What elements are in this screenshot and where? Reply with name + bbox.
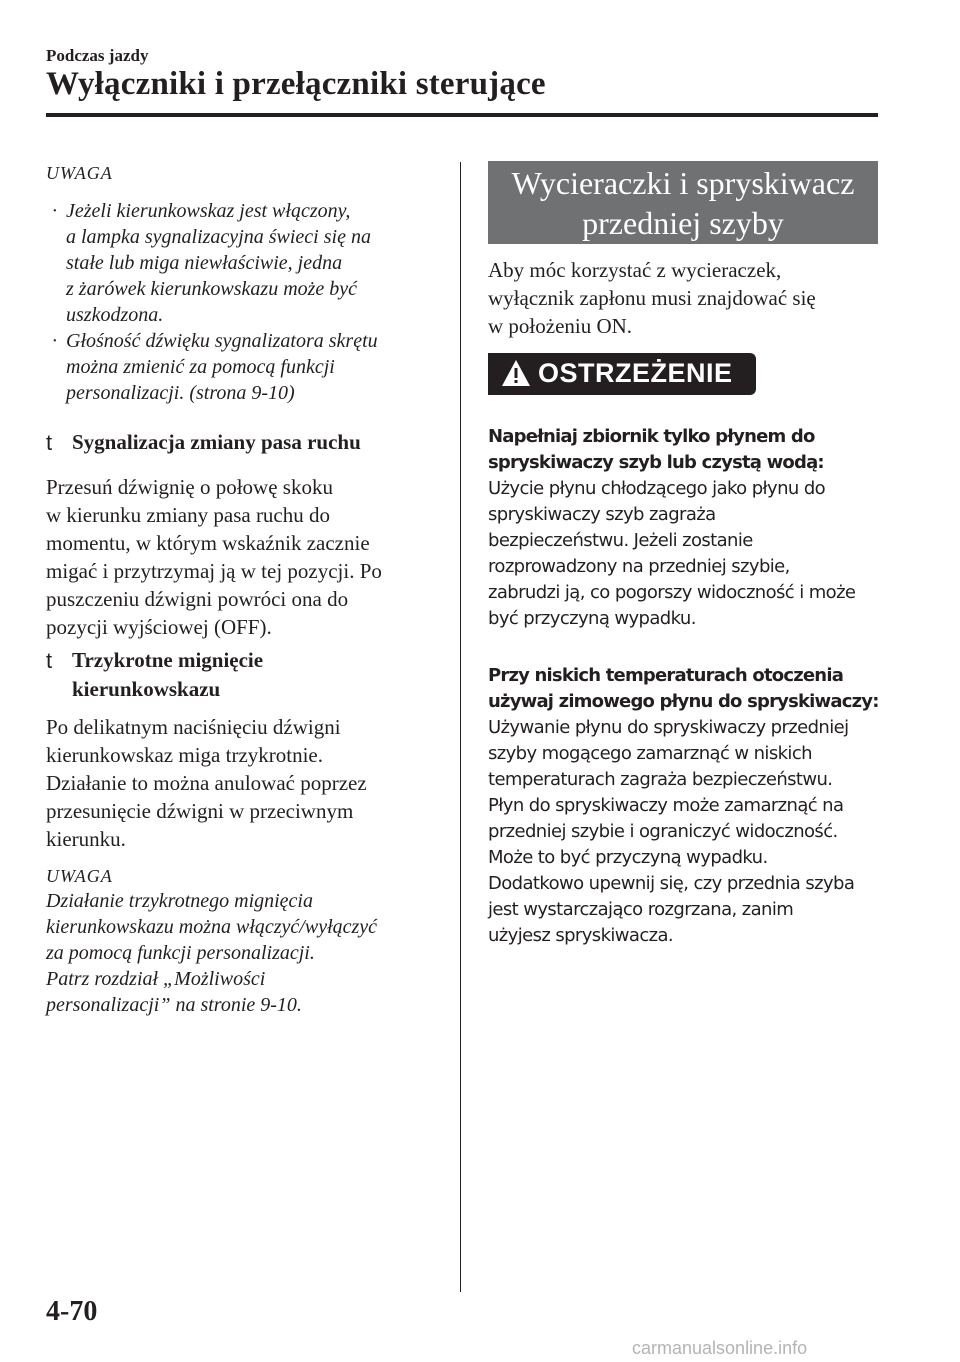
header-rule bbox=[46, 113, 878, 117]
note-line: Działanie trzykrotnego mignięcia bbox=[46, 890, 313, 912]
warning-line: Użycie płynu chłodzącego jako płynu do bbox=[488, 478, 826, 499]
paragraph-line: momentu, w którym wskaźnik zacznie bbox=[46, 531, 370, 555]
warning-line: rozprowadzony na przedniej szybie, bbox=[488, 556, 790, 577]
warning-line: Płyn do spryskiwaczy może zamarznąć na bbox=[488, 795, 844, 816]
section-label: Podczas jazdy bbox=[46, 46, 149, 65]
bullet-line: Głośność dźwięku sygnalizatora skrętu bbox=[66, 330, 378, 352]
paragraph-line: przesunięcie dźwigni w przeciwnym bbox=[46, 799, 354, 823]
paragraph-line: w kierunku zmiany pasa ruchu do bbox=[46, 503, 331, 527]
section-marker-icon: t bbox=[46, 430, 53, 455]
page-title: Wyłączniki i przełączniki sterujące bbox=[46, 66, 546, 102]
banner-line: przedniej szyby bbox=[582, 205, 784, 241]
warning-label: OSTRZEŻENIE bbox=[538, 358, 733, 388]
paragraph-line: Po delikatnym naciśnięciu dźwigni bbox=[46, 715, 341, 739]
note-bullet-list bbox=[46, 198, 446, 406]
note-bullet bbox=[46, 328, 446, 406]
heading-line: kierunkowskazu bbox=[72, 677, 221, 701]
heading-text bbox=[72, 646, 263, 704]
warning-line: użyjesz spryskiwacza. bbox=[488, 925, 674, 946]
warning-line: Używanie płynu do spryskiwaczy przedniej bbox=[488, 717, 849, 738]
warning-block-1 bbox=[488, 424, 888, 632]
note-paragraph bbox=[46, 888, 446, 1018]
warning-line: jest wystarczająco rozgrzana, zanim bbox=[488, 899, 794, 920]
bullet-line: uszkodzona. bbox=[66, 304, 164, 326]
paragraph-line: kierunku. bbox=[46, 827, 126, 851]
bullet-line: można zmienić za pomocą funkcji bbox=[66, 356, 335, 378]
warning-triangle-icon bbox=[500, 358, 532, 388]
note-label: UWAGA bbox=[46, 163, 113, 183]
paragraph-line: puszczeniu dźwigni powróci ona do bbox=[46, 587, 349, 611]
bullet-dot-icon: · bbox=[52, 330, 57, 352]
bullet-line: personalizacji. (strona 9-10) bbox=[66, 382, 295, 404]
lane-change-heading bbox=[46, 428, 446, 457]
warning-line: temperaturach zagraża bezpieczeństwu. bbox=[488, 769, 833, 790]
warning-line: przedniej szybie i ograniczyć widoczność. bbox=[488, 821, 838, 842]
note-line: Patrz rozdział „Możliwości bbox=[46, 968, 266, 990]
section-banner bbox=[488, 161, 878, 244]
warning-heading-line: Przy niskich temperaturach otoczenia bbox=[488, 665, 844, 686]
paragraph-line: migać i przytrzymaj ją w tej pozycji. Po bbox=[46, 559, 382, 583]
intro-paragraph bbox=[488, 256, 888, 340]
note-line: kierunkowskazu można włączyć/wyłączyć bbox=[46, 916, 378, 938]
bullet-line: Jeżeli kierunkowskaz jest włączony, bbox=[66, 200, 351, 222]
paragraph-line: pozycji wyjściowej (OFF). bbox=[46, 615, 272, 639]
note-line: personalizacji” na stronie 9-10. bbox=[46, 994, 302, 1016]
warning-heading-line: spryskiwaczy szyb lub czystą wodą: bbox=[488, 452, 824, 473]
paragraph-line: Działanie to można anulować poprzez bbox=[46, 771, 367, 795]
warning-line: spryskiwaczy szyb zagraża bbox=[488, 504, 716, 525]
warning-line: zabrudzi ją, co pogorszy widoczność i może bbox=[488, 582, 856, 603]
triple-flash-heading bbox=[46, 646, 446, 704]
warning-heading-line: używaj zimowego płynu do spryskiwaczy: bbox=[488, 691, 879, 712]
warning-line: Dodatkowo upewnij się, czy przednia szyba bbox=[488, 873, 855, 894]
page-number: 4-70 bbox=[46, 1296, 98, 1327]
banner-line: Wycieraczki i spryskiwacz bbox=[511, 165, 855, 201]
warning-heading-line: Napełniaj zbiornik tylko płynem do bbox=[488, 426, 815, 447]
bullet-line: stałe lub miga niewłaściwie, jedna bbox=[66, 252, 343, 274]
heading-line: Trzykrotne mignięcie bbox=[72, 648, 264, 672]
warning-badge bbox=[488, 353, 756, 395]
column-divider bbox=[460, 162, 461, 1292]
warning-line: Może to być przyczyną wypadku. bbox=[488, 847, 768, 868]
watermark: carmanualsonline.info bbox=[632, 1338, 808, 1358]
paragraph-line: Aby móc korzystać z wycieraczek, bbox=[488, 258, 782, 282]
note-label: UWAGA bbox=[46, 866, 113, 886]
section-marker-icon: t bbox=[46, 648, 53, 673]
bullet-line: a lampka sygnalizacyjna świeci się na bbox=[66, 226, 371, 248]
warning-line: szyby mogącego zamarznąć w niskich bbox=[488, 743, 812, 764]
bullet-dot-icon: · bbox=[52, 200, 57, 222]
heading-text: Sygnalizacja zmiany pasa ruchu bbox=[72, 430, 361, 454]
paragraph-line: kierunkowskaz miga trzykrotnie. bbox=[46, 743, 323, 767]
warning-block-2 bbox=[488, 663, 888, 949]
paragraph-line: Przesuń dźwignię o połowę skoku bbox=[46, 475, 333, 499]
note-bullet bbox=[46, 198, 446, 328]
bullet-line: z żarówek kierunkowskazu może być bbox=[66, 278, 358, 300]
warning-line: bezpieczeństwu. Jeżeli zostanie bbox=[488, 530, 753, 551]
paragraph-line: wyłącznik zapłonu musi znajdować się bbox=[488, 286, 816, 310]
triple-flash-paragraph bbox=[46, 713, 446, 853]
paragraph-line: w położeniu ON. bbox=[488, 314, 633, 338]
lane-change-paragraph bbox=[46, 473, 446, 641]
note-line: za pomocą funkcji personalizacji. bbox=[46, 942, 315, 964]
warning-line: być przyczyną wypadku. bbox=[488, 608, 696, 629]
